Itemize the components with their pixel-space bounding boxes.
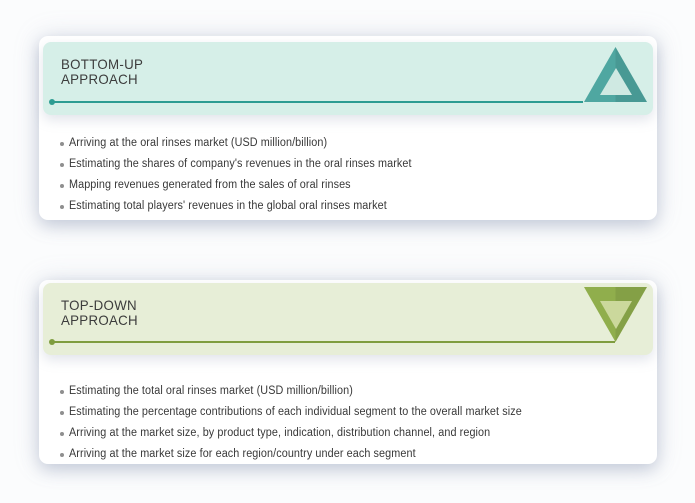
triangle-up-icon [584,47,647,102]
card-title-line2: APPROACH [61,71,138,87]
bullet-text: Arriving at the market size, by product type, indication, distribution channel, and region [69,427,491,439]
bullet-dot-icon [60,453,64,457]
bullet-dot-icon [60,390,64,394]
bullet-text: Arriving at the oral rinses market (USD million/billion) [69,137,328,149]
bullet-text: Arriving at the market size for each region/country under each segment [69,448,416,460]
underline-rule [51,341,615,343]
list-item [39,423,651,444]
bullet-list [39,133,651,217]
bullet-dot-icon [60,142,64,146]
bullet-text: Mapping revenues generated from the sales of oral rinses [69,179,351,191]
top-down-header [43,283,653,355]
bullet-text: Estimating total players' revenues in the global oral rinses market [69,200,387,212]
card-title [61,57,143,87]
bullet-dot-icon [60,411,64,415]
triangle-down-icon [584,287,647,342]
list-item [39,154,651,175]
list-item [39,196,651,217]
rule-dot-icon [49,99,55,105]
bullet-text: Estimating the shares of company's revenues in the oral rinses market [69,158,412,170]
list-item [39,175,651,196]
bottom-up-panel [39,36,657,220]
bullet-dot-icon [60,163,64,167]
bottom-up-header [43,42,653,115]
list-item [39,133,651,154]
list-item [39,402,651,423]
bullet-text: Estimating the total oral rinses market (USD million/billion) [69,385,353,397]
bullet-dot-icon [60,432,64,436]
card-title [61,298,138,328]
underline-rule [51,101,583,103]
bullet-dot-icon [60,184,64,188]
card-title-line2: APPROACH [61,312,138,328]
card-title-line1: TOP-DOWN [61,297,137,313]
bullet-text: Estimating the percentage contributions of each individual segment to the overall market size [69,406,522,418]
bullet-list [39,381,651,465]
bullet-dot-icon [60,205,64,209]
list-item [39,381,651,402]
list-item [39,444,651,465]
card-title-line1: BOTTOM-UP [61,56,144,72]
rule-dot-icon [49,339,55,345]
top-down-panel [39,280,657,464]
